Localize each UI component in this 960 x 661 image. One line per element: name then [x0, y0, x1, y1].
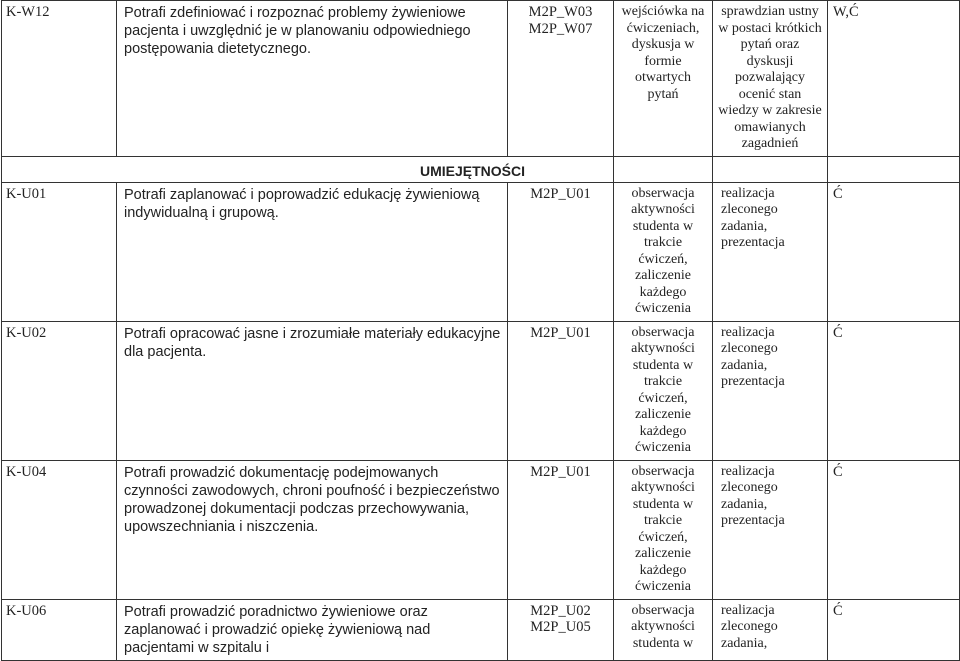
outcome-description: Potrafi zdefiniować i rozpoznać problemy żywieniowe pacjenta i uwzględnić je w planowaniu odpowiedniego postępowania dietetycznego.: [117, 1, 508, 157]
outcome-refs: [508, 321, 614, 460]
outcome-refs: [508, 182, 614, 321]
section-header: UMIEJĘTNOŚCI: [2, 156, 614, 182]
ref-code: M2P_U01: [530, 463, 591, 480]
assessment-methods: [713, 182, 828, 321]
assessment-line: prezentacja: [721, 374, 785, 389]
outcome-refs: [508, 599, 614, 660]
method-line: ćwiczeń,: [638, 251, 688, 267]
method-line: ćwiczeń,: [638, 390, 688, 406]
assessment-line: zleconego: [721, 619, 778, 634]
ref-code: M2P_U02: [530, 602, 591, 619]
ref-code: M2P_U01: [530, 324, 591, 341]
method-line: studenta w: [632, 357, 694, 373]
outcome-description: Potrafi prowadzić dokumentację podejmowanych czynności zawodowych, chroni poufność i bezpieczeństwo prowadzonej dokumentacji podczas przechowywania, upowszechniania i niszczenia.: [117, 460, 508, 599]
outcome-code: K-W12: [2, 1, 117, 157]
table-row: [2, 599, 960, 660]
class-form: W,Ć: [828, 1, 960, 157]
assessment-line: zadania,: [721, 496, 768, 512]
assessment-methods: [713, 321, 828, 460]
method-line: aktywności: [631, 202, 695, 217]
table-row: [2, 460, 960, 599]
outcome-code: K-U02: [2, 321, 117, 460]
section-row: [2, 156, 960, 182]
ref-code: M2P_W03: [528, 4, 593, 20]
assessment-line: zadania,: [721, 357, 768, 373]
ref-code: M2P_U01: [530, 185, 591, 202]
ref-code: M2P_W07: [528, 20, 593, 37]
outcome-code: K-U06: [2, 599, 117, 660]
method-line: zaliczenie: [635, 268, 691, 283]
assessment-methods: [713, 460, 828, 599]
class-form: Ć: [828, 321, 960, 460]
method-line: ćwiczenia: [635, 440, 691, 455]
outcome-description: Potrafi opracować jasne i zrozumiałe materiały edukacyjne dla pacjenta.: [117, 321, 508, 460]
assessment-line: realizacja: [721, 324, 775, 340]
teaching-methods: [614, 460, 713, 599]
assessment-line: realizacja: [721, 185, 775, 201]
method-line: trakcie: [643, 513, 683, 528]
outcome-code: K-U01: [2, 182, 117, 321]
method-line: każdego: [639, 284, 687, 300]
method-line: ćwiczeń,: [638, 529, 688, 545]
class-form: Ć: [828, 599, 960, 660]
method-line: każdego: [639, 562, 687, 578]
outcome-description: Potrafi prowadzić poradnictwo żywieniowe oraz zaplanować i prowadzić opiekę żywieniową nad pacjentami w szpitalu i: [117, 599, 508, 660]
class-form: Ć: [828, 460, 960, 599]
assessment-methods: [713, 599, 828, 660]
outcome-code: K-U04: [2, 460, 117, 599]
method-line: obserwacja: [631, 185, 695, 201]
assessment-line: realizacja: [721, 463, 775, 479]
assessment-line: zleconego: [721, 341, 778, 356]
method-line: obserwacja: [631, 324, 695, 340]
assessment-line: prezentacja: [721, 513, 785, 528]
teaching-methods: [614, 182, 713, 321]
method-line: aktywności: [631, 341, 695, 356]
class-form: Ć: [828, 182, 960, 321]
learning-outcomes-table: [1, 0, 960, 661]
method-line: ćwiczenia: [635, 301, 691, 316]
teaching-methods: wejściówka na ćwiczeniach, dyskusja w formie otwartych pytań: [614, 1, 713, 157]
assessment-line: realizacja: [721, 602, 775, 618]
assessment-methods: sprawdzian ustny w postaci krótkich pytań oraz dyskusji pozwalający ocenić stan wiedzy w zakresie omawianych zagadnień: [713, 1, 828, 157]
outcome-refs: [508, 1, 614, 157]
table-row: [2, 1, 960, 157]
method-line: studenta w: [632, 218, 694, 234]
method-line: aktywności: [631, 619, 695, 634]
method-line: trakcie: [643, 235, 683, 250]
teaching-methods: [614, 321, 713, 460]
method-line: trakcie: [643, 374, 683, 389]
assessment-line: zadania,: [721, 218, 768, 234]
assessment-line: prezentacja: [721, 235, 785, 250]
method-line: zaliczenie: [635, 546, 691, 561]
method-line: ćwiczenia: [635, 579, 691, 594]
teaching-methods: [614, 599, 713, 660]
assessment-line: zadania,: [721, 635, 768, 651]
assessment-line: zleconego: [721, 480, 778, 495]
assessment-line: zleconego: [721, 202, 778, 217]
method-line: obserwacja: [631, 463, 695, 479]
ref-code: M2P_U05: [530, 619, 591, 635]
method-line: obserwacja: [631, 602, 695, 618]
method-line: każdego: [639, 423, 687, 439]
outcome-refs: [508, 460, 614, 599]
outcome-description: Potrafi zaplanować i poprowadzić edukację żywieniową indywidualną i grupową.: [117, 182, 508, 321]
method-line: studenta w: [632, 496, 694, 512]
method-line: zaliczenie: [635, 407, 691, 422]
method-line: studenta w: [632, 635, 694, 651]
table-row: [2, 321, 960, 460]
method-line: aktywności: [631, 480, 695, 495]
table-row: [2, 182, 960, 321]
